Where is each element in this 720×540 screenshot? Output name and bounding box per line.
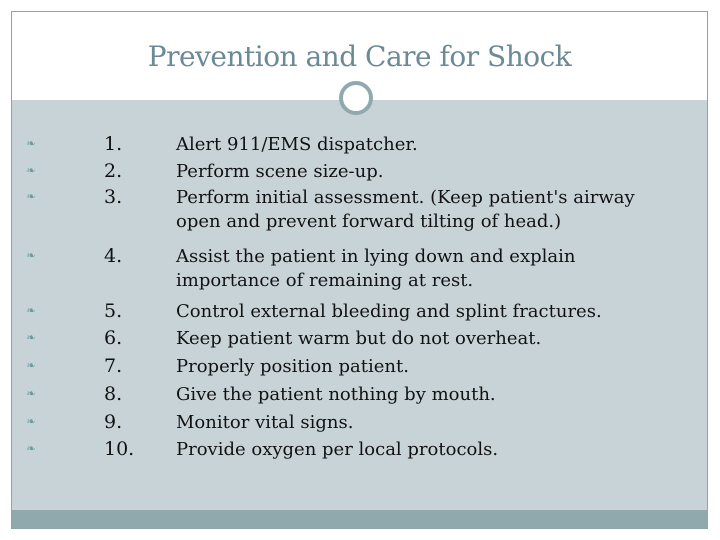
leaf-bullet-icon: ❧ <box>26 442 36 455</box>
item-text: Monitor vital signs. <box>176 412 354 433</box>
leaf-bullet-icon: ❧ <box>26 331 36 344</box>
circle-ornament-icon <box>339 81 373 115</box>
item-number: 4. <box>104 245 123 267</box>
item-number: 5. <box>104 300 123 322</box>
item-number: 8. <box>104 383 123 405</box>
leaf-bullet-icon: ❧ <box>26 304 36 317</box>
slide-title: Prevention and Care for Shock <box>147 40 572 73</box>
item-number: 7. <box>104 355 123 377</box>
slide-frame <box>11 11 708 529</box>
item-text: Provide oxygen per local protocols. <box>176 439 499 460</box>
item-number: 6. <box>104 327 123 349</box>
footer-bar <box>12 510 707 528</box>
item-text: Give the patient nothing by mouth. <box>176 384 496 405</box>
leaf-bullet-icon: ❧ <box>26 190 36 203</box>
leaf-bullet-icon: ❧ <box>26 164 36 177</box>
item-number: 2. <box>104 160 123 182</box>
leaf-bullet-icon: ❧ <box>26 137 36 150</box>
item-number: 3. <box>104 186 123 208</box>
item-text: Perform initial assessment. (Keep patient's airway open and prevent forward tilting of head.) <box>176 187 635 232</box>
item-text: Control external bleeding and splint fractures. <box>176 301 602 322</box>
item-text: Alert 911/EMS dispatcher. <box>176 134 418 155</box>
item-number: 10. <box>104 438 135 460</box>
leaf-bullet-icon: ❧ <box>26 249 36 262</box>
leaf-bullet-icon: ❧ <box>26 415 36 428</box>
item-text: Properly position patient. <box>176 356 409 377</box>
leaf-bullet-icon: ❧ <box>26 359 36 372</box>
item-text: Assist the patient in lying down and explain importance of remaining at rest. <box>176 246 576 291</box>
item-text: Perform scene size-up. <box>176 161 384 182</box>
item-number: 1. <box>104 133 123 155</box>
item-text: Keep patient warm but do not overheat. <box>176 328 542 349</box>
item-number: 9. <box>104 411 123 433</box>
leaf-bullet-icon: ❧ <box>26 387 36 400</box>
content-area <box>12 99 707 510</box>
